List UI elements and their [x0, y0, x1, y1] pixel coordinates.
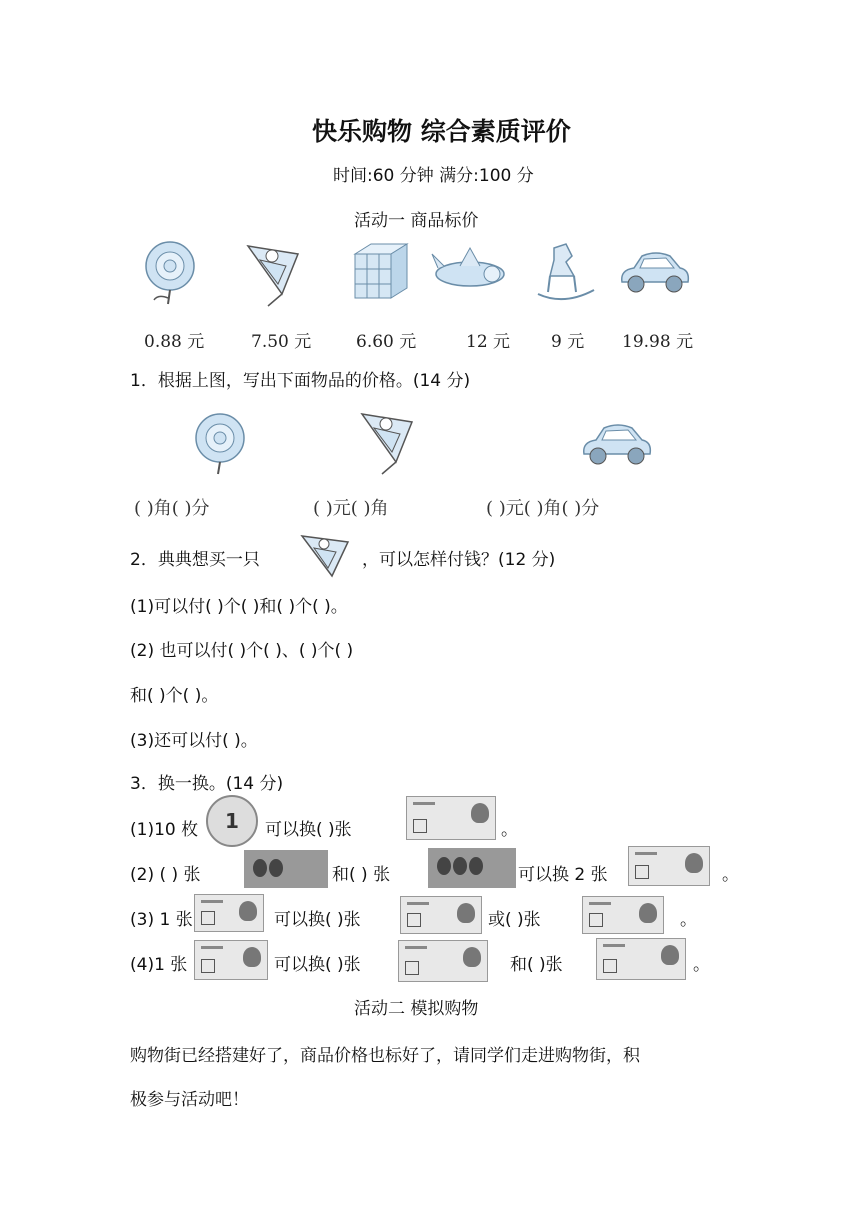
airplane-icon: [430, 246, 510, 296]
activity2-heading: 活动二 模拟购物: [354, 999, 479, 1019]
banknote-icon: [596, 938, 686, 980]
q3-row2-b[interactable]: 和( ) 张: [332, 865, 391, 885]
question-3: 3．换一换。(14 分): [130, 774, 284, 794]
question-2-2[interactable]: (2) 也可以付( )个( )、( )个( ): [130, 641, 354, 661]
exam-info: 时间:60 分钟 满分:100 分: [333, 166, 534, 186]
old-banknote-icon: [428, 848, 516, 888]
activity2-paragraph: 购物街已经搭建好了，商品价格也标好了，请同学们走进购物街，积: [130, 1046, 640, 1066]
kite-icon: [238, 236, 308, 308]
price-label: 6.60 元: [356, 332, 417, 352]
answer-blank[interactable]: ( )角( )分: [134, 498, 210, 519]
flower-icon: [190, 410, 250, 476]
activity2-paragraph-cont: 极参与活动吧！: [130, 1090, 249, 1110]
answer-blank[interactable]: ( )元( )角: [313, 498, 389, 519]
question-2-tail: ，可以怎样付钱？(12 分): [362, 550, 556, 570]
page-title: 快乐购物 综合素质评价: [312, 117, 571, 146]
rubiks-cube-icon: [349, 240, 411, 304]
flower-icon: [140, 238, 200, 306]
q3-row4-a: (4)1 张: [130, 955, 188, 975]
price-label: 9 元: [551, 332, 585, 352]
car-icon: [616, 248, 692, 300]
rocking-horse-icon: [536, 240, 596, 304]
banknote-icon: [582, 896, 664, 934]
price-label: 7.50 元: [251, 332, 312, 352]
q3-row4-b[interactable]: 可以换( )张: [274, 955, 361, 975]
banknote-icon: [400, 896, 482, 934]
banknote-icon: [398, 940, 488, 982]
q3-row3-end: 。: [680, 910, 697, 930]
car-icon: [578, 420, 654, 472]
old-banknote-icon: [244, 850, 328, 888]
q3-row2-c: 可以换 2 张: [518, 865, 608, 885]
price-label: 12 元: [466, 332, 511, 352]
price-label: 0.88 元: [144, 332, 205, 352]
q3-row4-end: 。: [693, 955, 710, 975]
q3-row3-b[interactable]: 可以换( )张: [274, 910, 361, 930]
question-2-3[interactable]: (3)还可以付( )。: [130, 731, 258, 751]
q3-row1-a: (1)10 枚: [130, 820, 199, 840]
question-2: 2．典典想买一只: [130, 550, 260, 570]
q3-row1-b[interactable]: 可以换( )张: [265, 820, 352, 840]
banknote-icon: [194, 894, 264, 932]
q3-row3-a: (3) 1 张: [130, 910, 193, 930]
q3-row3-c[interactable]: 或( )张: [488, 910, 541, 930]
activity1-heading: 活动一 商品标价: [354, 211, 479, 231]
banknote-icon: [628, 846, 710, 886]
question-2-1[interactable]: (1)可以付( )个( )和( )个( )。: [130, 597, 348, 617]
banknote-icon: [406, 796, 496, 840]
price-label: 19.98 元: [622, 332, 694, 352]
coin-value: 1: [225, 809, 239, 833]
q3-row4-c[interactable]: 和( )张: [510, 955, 563, 975]
kite-icon: [296, 530, 354, 582]
question-2-2-cont[interactable]: 和( )个( )。: [130, 686, 219, 706]
question-1: 1．根据上图，写出下面物品的价格。(14 分): [130, 371, 471, 391]
q3-row2-a[interactable]: (2) ( ) 张: [130, 865, 201, 885]
answer-blank[interactable]: ( )元( )角( )分: [486, 498, 600, 519]
one-yuan-coin-icon: [206, 795, 258, 847]
q3-row1-end: 。: [501, 820, 518, 840]
kite-icon: [352, 404, 424, 476]
banknote-icon: [194, 940, 268, 980]
q3-row2-end: 。: [722, 865, 739, 885]
